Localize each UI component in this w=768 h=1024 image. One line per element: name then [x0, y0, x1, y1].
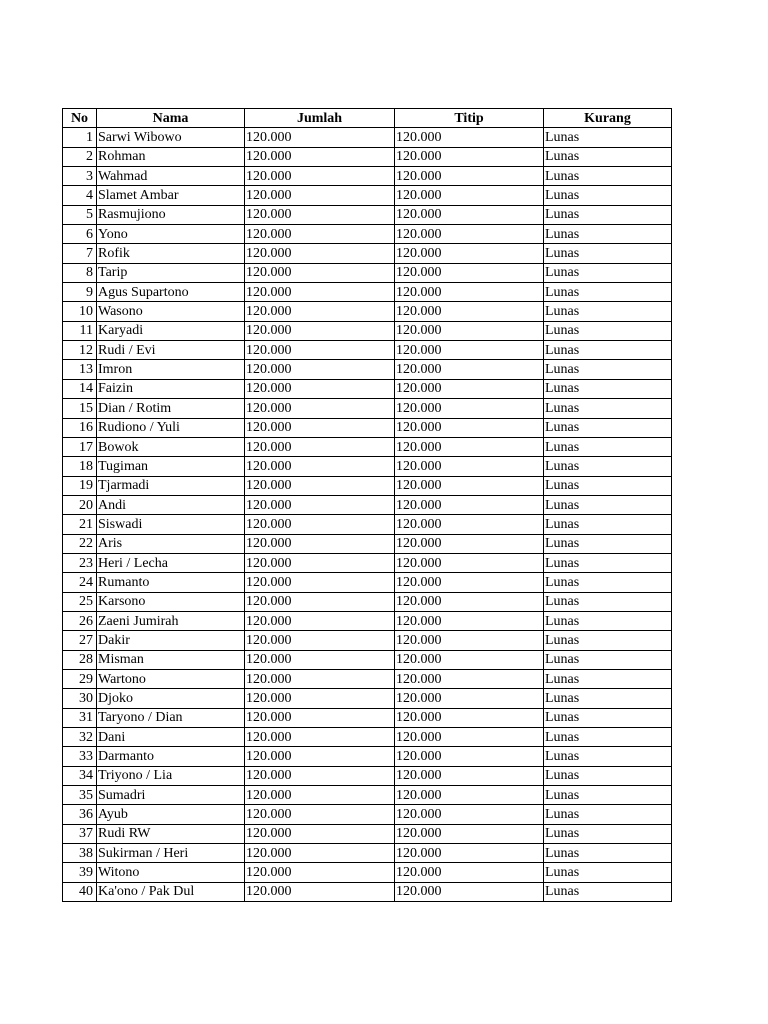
- cell-no: 39: [63, 863, 97, 882]
- cell-jumlah: 120.000: [245, 592, 395, 611]
- table-row: [63, 167, 672, 186]
- table-row: [63, 302, 672, 321]
- cell-nama: Rofik: [97, 244, 245, 263]
- cell-titip: 120.000: [395, 476, 544, 495]
- cell-jumlah: 120.000: [245, 147, 395, 166]
- cell-titip: 120.000: [395, 786, 544, 805]
- cell-titip: 120.000: [395, 341, 544, 360]
- cell-kurang: Lunas: [544, 844, 672, 863]
- cell-no: 4: [63, 186, 97, 205]
- table-row: [63, 341, 672, 360]
- cell-kurang: Lunas: [544, 553, 672, 572]
- cell-jumlah: 120.000: [245, 728, 395, 747]
- cell-titip: 120.000: [395, 205, 544, 224]
- cell-titip: 120.000: [395, 689, 544, 708]
- cell-kurang: Lunas: [544, 534, 672, 553]
- cell-jumlah: 120.000: [245, 476, 395, 495]
- cell-nama: Tjarmadi: [97, 476, 245, 495]
- cell-jumlah: 120.000: [245, 824, 395, 843]
- cell-no: 23: [63, 553, 97, 572]
- table-row: [63, 611, 672, 630]
- cell-no: 11: [63, 321, 97, 340]
- table-row: [63, 360, 672, 379]
- cell-kurang: Lunas: [544, 418, 672, 437]
- cell-kurang: Lunas: [544, 495, 672, 514]
- table-row: [63, 321, 672, 340]
- cell-no: 22: [63, 534, 97, 553]
- cell-titip: 120.000: [395, 128, 544, 147]
- cell-no: 21: [63, 515, 97, 534]
- cell-jumlah: 120.000: [245, 341, 395, 360]
- cell-titip: 120.000: [395, 728, 544, 747]
- cell-nama: Yono: [97, 225, 245, 244]
- cell-no: 38: [63, 844, 97, 863]
- cell-nama: Witono: [97, 863, 245, 882]
- table-row: [63, 495, 672, 514]
- cell-no: 20: [63, 495, 97, 514]
- cell-jumlah: 120.000: [245, 515, 395, 534]
- cell-no: 18: [63, 457, 97, 476]
- cell-kurang: Lunas: [544, 437, 672, 456]
- cell-nama: Rudi / Evi: [97, 341, 245, 360]
- cell-kurang: Lunas: [544, 167, 672, 186]
- cell-no: 16: [63, 418, 97, 437]
- cell-no: 14: [63, 379, 97, 398]
- cell-jumlah: 120.000: [245, 283, 395, 302]
- cell-nama: Karyadi: [97, 321, 245, 340]
- cell-jumlah: 120.000: [245, 786, 395, 805]
- cell-jumlah: 120.000: [245, 128, 395, 147]
- cell-jumlah: 120.000: [245, 805, 395, 824]
- cell-nama: Tarip: [97, 263, 245, 282]
- table-row: [63, 747, 672, 766]
- header-kurang: Kurang: [544, 109, 672, 128]
- cell-no: 34: [63, 766, 97, 785]
- header-titip: Titip: [395, 109, 544, 128]
- cell-nama: Rohman: [97, 147, 245, 166]
- cell-jumlah: 120.000: [245, 205, 395, 224]
- cell-nama: Sarwi Wibowo: [97, 128, 245, 147]
- cell-nama: Ayub: [97, 805, 245, 824]
- table-row: [63, 766, 672, 785]
- cell-no: 25: [63, 592, 97, 611]
- cell-jumlah: 120.000: [245, 534, 395, 553]
- cell-titip: 120.000: [395, 747, 544, 766]
- cell-kurang: Lunas: [544, 283, 672, 302]
- table-row: [63, 805, 672, 824]
- cell-no: 8: [63, 263, 97, 282]
- cell-titip: 120.000: [395, 263, 544, 282]
- cell-no: 30: [63, 689, 97, 708]
- cell-titip: 120.000: [395, 573, 544, 592]
- cell-nama: Misman: [97, 650, 245, 669]
- table-row: [63, 689, 672, 708]
- cell-titip: 120.000: [395, 418, 544, 437]
- cell-titip: 120.000: [395, 669, 544, 688]
- table-row: [63, 263, 672, 282]
- cell-kurang: Lunas: [544, 244, 672, 263]
- cell-nama: Andi: [97, 495, 245, 514]
- cell-nama: Rudiono / Yuli: [97, 418, 245, 437]
- cell-jumlah: 120.000: [245, 167, 395, 186]
- cell-no: 29: [63, 669, 97, 688]
- cell-kurang: Lunas: [544, 147, 672, 166]
- cell-kurang: Lunas: [544, 573, 672, 592]
- cell-kurang: Lunas: [544, 805, 672, 824]
- table-row: [63, 205, 672, 224]
- cell-titip: 120.000: [395, 844, 544, 863]
- cell-nama: Aris: [97, 534, 245, 553]
- cell-kurang: Lunas: [544, 476, 672, 495]
- cell-nama: Karsono: [97, 592, 245, 611]
- cell-nama: Rasmujiono: [97, 205, 245, 224]
- table-row: [63, 553, 672, 572]
- cell-no: 35: [63, 786, 97, 805]
- cell-titip: 120.000: [395, 186, 544, 205]
- cell-nama: Triyono / Lia: [97, 766, 245, 785]
- cell-jumlah: 120.000: [245, 399, 395, 418]
- cell-no: 17: [63, 437, 97, 456]
- cell-titip: 120.000: [395, 379, 544, 398]
- cell-nama: Bowok: [97, 437, 245, 456]
- header-jumlah: Jumlah: [245, 109, 395, 128]
- cell-kurang: Lunas: [544, 186, 672, 205]
- cell-kurang: Lunas: [544, 205, 672, 224]
- cell-nama: Darmanto: [97, 747, 245, 766]
- cell-no: 32: [63, 728, 97, 747]
- cell-jumlah: 120.000: [245, 669, 395, 688]
- cell-nama: Sumadri: [97, 786, 245, 805]
- cell-kurang: Lunas: [544, 360, 672, 379]
- header-row: [63, 109, 672, 128]
- cell-no: 26: [63, 611, 97, 630]
- table-row: [63, 708, 672, 727]
- cell-no: 33: [63, 747, 97, 766]
- table-row: [63, 515, 672, 534]
- cell-kurang: Lunas: [544, 708, 672, 727]
- cell-nama: Tugiman: [97, 457, 245, 476]
- table-row: [63, 457, 672, 476]
- cell-titip: 120.000: [395, 283, 544, 302]
- cell-kurang: Lunas: [544, 650, 672, 669]
- cell-titip: 120.000: [395, 167, 544, 186]
- cell-titip: 120.000: [395, 553, 544, 572]
- table-row: [63, 650, 672, 669]
- cell-nama: Slamet Ambar: [97, 186, 245, 205]
- cell-nama: Agus Supartono: [97, 283, 245, 302]
- cell-jumlah: 120.000: [245, 225, 395, 244]
- table-row: [63, 147, 672, 166]
- table-row: [63, 728, 672, 747]
- cell-kurang: Lunas: [544, 728, 672, 747]
- cell-no: 27: [63, 631, 97, 650]
- cell-titip: 120.000: [395, 805, 544, 824]
- cell-no: 15: [63, 399, 97, 418]
- cell-no: 40: [63, 882, 97, 901]
- table-row: [63, 418, 672, 437]
- cell-nama: Zaeni Jumirah: [97, 611, 245, 630]
- header-nama: Nama: [97, 109, 245, 128]
- cell-titip: 120.000: [395, 766, 544, 785]
- cell-nama: Taryono / Dian: [97, 708, 245, 727]
- cell-jumlah: 120.000: [245, 244, 395, 263]
- table-row: [63, 437, 672, 456]
- cell-kurang: Lunas: [544, 669, 672, 688]
- cell-titip: 120.000: [395, 399, 544, 418]
- cell-nama: Wahmad: [97, 167, 245, 186]
- cell-nama: Imron: [97, 360, 245, 379]
- cell-titip: 120.000: [395, 650, 544, 669]
- table-row: [63, 244, 672, 263]
- cell-jumlah: 120.000: [245, 689, 395, 708]
- cell-no: 31: [63, 708, 97, 727]
- cell-jumlah: 120.000: [245, 263, 395, 282]
- cell-no: 19: [63, 476, 97, 495]
- cell-kurang: Lunas: [544, 689, 672, 708]
- cell-jumlah: 120.000: [245, 379, 395, 398]
- cell-kurang: Lunas: [544, 128, 672, 147]
- table-row: [63, 573, 672, 592]
- cell-no: 5: [63, 205, 97, 224]
- cell-nama: Djoko: [97, 689, 245, 708]
- cell-jumlah: 120.000: [245, 360, 395, 379]
- cell-kurang: Lunas: [544, 824, 672, 843]
- cell-no: 3: [63, 167, 97, 186]
- cell-no: 1: [63, 128, 97, 147]
- cell-titip: 120.000: [395, 457, 544, 476]
- table-row: [63, 225, 672, 244]
- cell-nama: Wartono: [97, 669, 245, 688]
- cell-jumlah: 120.000: [245, 302, 395, 321]
- cell-titip: 120.000: [395, 147, 544, 166]
- cell-kurang: Lunas: [544, 263, 672, 282]
- cell-nama: Wasono: [97, 302, 245, 321]
- cell-kurang: Lunas: [544, 592, 672, 611]
- cell-no: 9: [63, 283, 97, 302]
- cell-titip: 120.000: [395, 244, 544, 263]
- cell-kurang: Lunas: [544, 321, 672, 340]
- cell-kurang: Lunas: [544, 611, 672, 630]
- table-row: [63, 128, 672, 147]
- cell-nama: Rumanto: [97, 573, 245, 592]
- cell-no: 2: [63, 147, 97, 166]
- cell-nama: Siswadi: [97, 515, 245, 534]
- table-row: [63, 534, 672, 553]
- cell-titip: 120.000: [395, 882, 544, 901]
- cell-kurang: Lunas: [544, 399, 672, 418]
- table-row: [63, 476, 672, 495]
- cell-jumlah: 120.000: [245, 631, 395, 650]
- table-body: [63, 128, 672, 902]
- cell-kurang: Lunas: [544, 631, 672, 650]
- cell-titip: 120.000: [395, 824, 544, 843]
- cell-titip: 120.000: [395, 515, 544, 534]
- cell-titip: 120.000: [395, 592, 544, 611]
- payment-table: [62, 108, 672, 902]
- cell-jumlah: 120.000: [245, 844, 395, 863]
- table-row: [63, 631, 672, 650]
- table-row: [63, 186, 672, 205]
- cell-no: 12: [63, 341, 97, 360]
- cell-no: 24: [63, 573, 97, 592]
- cell-no: 37: [63, 824, 97, 843]
- cell-titip: 120.000: [395, 225, 544, 244]
- cell-jumlah: 120.000: [245, 708, 395, 727]
- table-row: [63, 882, 672, 901]
- cell-jumlah: 120.000: [245, 321, 395, 340]
- cell-titip: 120.000: [395, 302, 544, 321]
- cell-jumlah: 120.000: [245, 553, 395, 572]
- table-row: [63, 786, 672, 805]
- cell-titip: 120.000: [395, 321, 544, 340]
- cell-jumlah: 120.000: [245, 747, 395, 766]
- cell-jumlah: 120.000: [245, 766, 395, 785]
- cell-titip: 120.000: [395, 631, 544, 650]
- cell-no: 36: [63, 805, 97, 824]
- cell-kurang: Lunas: [544, 379, 672, 398]
- cell-no: 6: [63, 225, 97, 244]
- cell-jumlah: 120.000: [245, 495, 395, 514]
- cell-titip: 120.000: [395, 611, 544, 630]
- cell-titip: 120.000: [395, 708, 544, 727]
- cell-jumlah: 120.000: [245, 186, 395, 205]
- cell-no: 7: [63, 244, 97, 263]
- cell-kurang: Lunas: [544, 882, 672, 901]
- cell-kurang: Lunas: [544, 515, 672, 534]
- cell-jumlah: 120.000: [245, 863, 395, 882]
- cell-titip: 120.000: [395, 863, 544, 882]
- cell-kurang: Lunas: [544, 225, 672, 244]
- cell-kurang: Lunas: [544, 747, 672, 766]
- table-row: [63, 863, 672, 882]
- cell-kurang: Lunas: [544, 302, 672, 321]
- table-row: [63, 592, 672, 611]
- table-header: [63, 109, 672, 128]
- table-row: [63, 844, 672, 863]
- cell-kurang: Lunas: [544, 863, 672, 882]
- cell-nama: Dian / Rotim: [97, 399, 245, 418]
- cell-jumlah: 120.000: [245, 457, 395, 476]
- cell-no: 28: [63, 650, 97, 669]
- cell-jumlah: 120.000: [245, 611, 395, 630]
- cell-kurang: Lunas: [544, 457, 672, 476]
- cell-kurang: Lunas: [544, 341, 672, 360]
- cell-kurang: Lunas: [544, 786, 672, 805]
- cell-nama: Dakir: [97, 631, 245, 650]
- cell-no: 13: [63, 360, 97, 379]
- table-row: [63, 669, 672, 688]
- cell-jumlah: 120.000: [245, 650, 395, 669]
- cell-titip: 120.000: [395, 534, 544, 553]
- cell-titip: 120.000: [395, 360, 544, 379]
- cell-nama: Dani: [97, 728, 245, 747]
- cell-nama: Rudi RW: [97, 824, 245, 843]
- cell-nama: Ka'ono / Pak Dul: [97, 882, 245, 901]
- cell-jumlah: 120.000: [245, 437, 395, 456]
- table-row: [63, 283, 672, 302]
- table-row: [63, 824, 672, 843]
- cell-no: 10: [63, 302, 97, 321]
- table-row: [63, 399, 672, 418]
- header-no: No: [63, 109, 97, 128]
- cell-kurang: Lunas: [544, 766, 672, 785]
- cell-jumlah: 120.000: [245, 573, 395, 592]
- cell-jumlah: 120.000: [245, 418, 395, 437]
- table-row: [63, 379, 672, 398]
- cell-titip: 120.000: [395, 437, 544, 456]
- cell-jumlah: 120.000: [245, 882, 395, 901]
- cell-titip: 120.000: [395, 495, 544, 514]
- cell-nama: Faizin: [97, 379, 245, 398]
- cell-nama: Sukirman / Heri: [97, 844, 245, 863]
- cell-nama: Heri / Lecha: [97, 553, 245, 572]
